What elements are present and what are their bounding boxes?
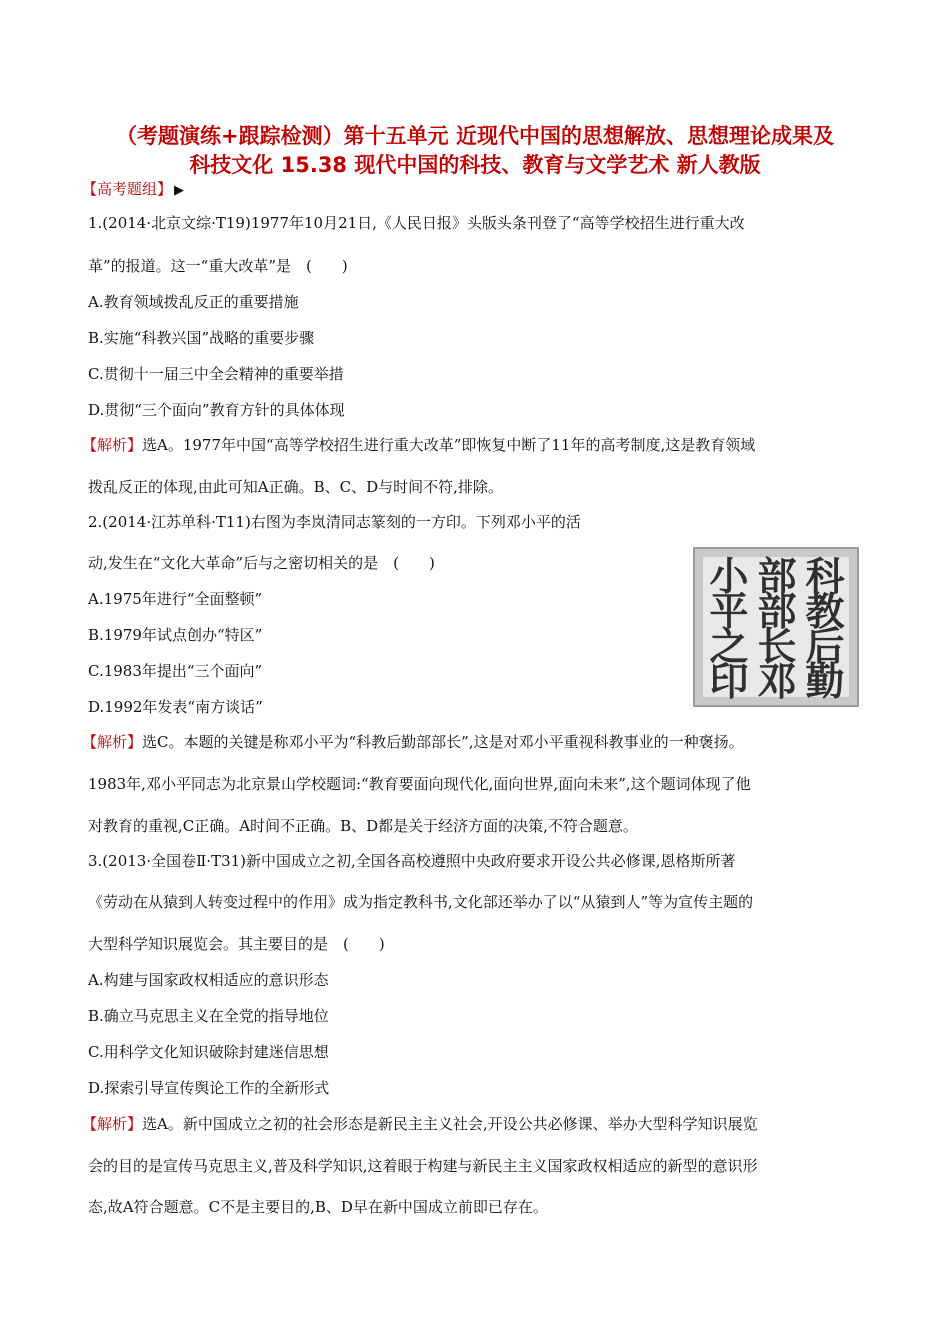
q3-analysis-text-1: 选A。新中国成立之初的社会形态是新民主主义社会,开设公共必修课、举办大型科学知识展览 (142, 1115, 758, 1133)
q2-stem-line-1: 2.(2014·江苏单科·T11)右图为李岚清同志篆刻的一方印。下列邓小平的活 (88, 513, 581, 531)
q2-analysis-line-1 (82, 731, 744, 752)
q3-option-d: D.探索引导宣传舆论工作的全新形式 (88, 1079, 330, 1097)
seal-char: 印 (709, 660, 749, 705)
title-line-1: （考题演练+跟踪检测）第十五单元 近现代中国的思想解放、思想理论成果及 (116, 124, 834, 148)
seal-image (693, 547, 859, 707)
q3-stem-line-3: 大型科学知识展览会。其主要目的是 ( ) (88, 935, 385, 953)
q2-option-a: A.1975年进行“全面整顿” (88, 590, 263, 608)
q2-option-b: B.1979年试点创办“特区” (88, 626, 263, 644)
seal-char: 勤 (805, 660, 845, 705)
seal-char: 后 (805, 625, 845, 670)
seal-char: 部 (757, 555, 797, 600)
q2-option-c: C.1983年提出“三个面向” (88, 662, 263, 680)
seal-column-3 (707, 555, 751, 705)
seal-char: 教 (805, 590, 845, 635)
triangle-right-icon: ▶ (174, 183, 185, 198)
q1-analysis-text-1: 选A。1977年中国“高等学校招生进行重大改革”即恢复中断了11年的高考制度,这是教育领域 (142, 436, 756, 454)
seal-char: 科 (805, 555, 845, 600)
q2-option-d: D.1992年发表“南方谈话” (88, 698, 263, 716)
seal-char: 小 (709, 555, 749, 600)
q3-analysis-line-1 (82, 1113, 758, 1134)
seal-char: 邓 (757, 660, 797, 705)
document-title (60, 122, 890, 180)
seal-char: 之 (709, 625, 749, 670)
seal-column-1 (803, 555, 847, 705)
q1-option-b: B.实施“科教兴国”战略的重要步骤 (88, 329, 315, 347)
q1-option-a: A.教育领域拨乱反正的重要措施 (88, 293, 299, 311)
q3-analysis-line-3: 态,故A符合题意。C不是主要目的,B、D早在新中国成立前即已存在。 (88, 1198, 548, 1216)
q2-analysis-line-2: 1983年,邓小平同志为北京景山学校题词:“教育要面向现代化,面向世界,面向未来”,这个题词体现了他 (88, 775, 751, 793)
section-label: 【高考题组】 (82, 180, 173, 198)
seal-char: 长 (757, 625, 797, 670)
q3-stem-line-1: 3.(2013·全国卷Ⅱ·T31)新中国成立之初,全国各高校遵照中央政府要求开设公共必修课,恩格斯所著 (88, 852, 736, 870)
q2-analysis-text-1: 选C。本题的关键是称邓小平为“科教后勤部部长”,这是对邓小平重视科教事业的一种褒扬。 (142, 733, 744, 751)
analysis-label: 【解析】 (82, 436, 143, 454)
q1-analysis-line-1 (82, 434, 756, 455)
title-line-2: 科技文化 15.38 现代中国的科技、教育与文学艺术 新人教版 (189, 153, 761, 177)
seal-char: 部 (757, 590, 797, 635)
q2-analysis-line-3: 对教育的重视,C正确。A时间不正确。B、D都是关于经济方面的决策,不符合题意。 (88, 817, 638, 835)
q3-option-c: C.用科学文化知识破除封建迷信思想 (88, 1043, 329, 1061)
seal-char: 平 (709, 590, 749, 635)
q1-option-c: C.贯彻十一届三中全会精神的重要举措 (88, 365, 344, 383)
q3-stem-line-2: 《劳动在从猿到人转变过程中的作用》成为指定教科书,文化部还举办了以“从猿到人”等为宣传主题的 (88, 893, 754, 911)
q3-analysis-line-2: 会的目的是宣传马克思主义,普及科学知识,这着眼于构建与新民主主义国家政权相适应的新型的意识形 (88, 1157, 758, 1175)
analysis-label: 【解析】 (82, 733, 143, 751)
analysis-label: 【解析】 (82, 1115, 143, 1133)
section-header (82, 178, 184, 199)
q1-stem-line-2: 革”的报道。这一“重大改革”是 ( ) (88, 257, 348, 275)
q1-analysis-line-2: 拨乱反正的体现,由此可知A正确。B、C、D与时间不符,排除。 (88, 478, 503, 496)
q3-option-b: B.确立马克思主义在全党的指导地位 (88, 1007, 329, 1025)
q2-stem-line-2: 动,发生在“文化大革命”后与之密切相关的是 ( ) (88, 554, 435, 572)
q1-option-d: D.贯彻“三个面向”教育方针的具体体现 (88, 401, 345, 419)
q3-option-a: A.构建与国家政权相适应的意识形态 (88, 971, 329, 989)
seal-column-2 (755, 555, 799, 705)
q1-stem-line-1: 1.(2014·北京文综·T19)1977年10月21日,《人民日报》头版头条刊登了“高等学校招生进行重大改 (88, 214, 745, 232)
